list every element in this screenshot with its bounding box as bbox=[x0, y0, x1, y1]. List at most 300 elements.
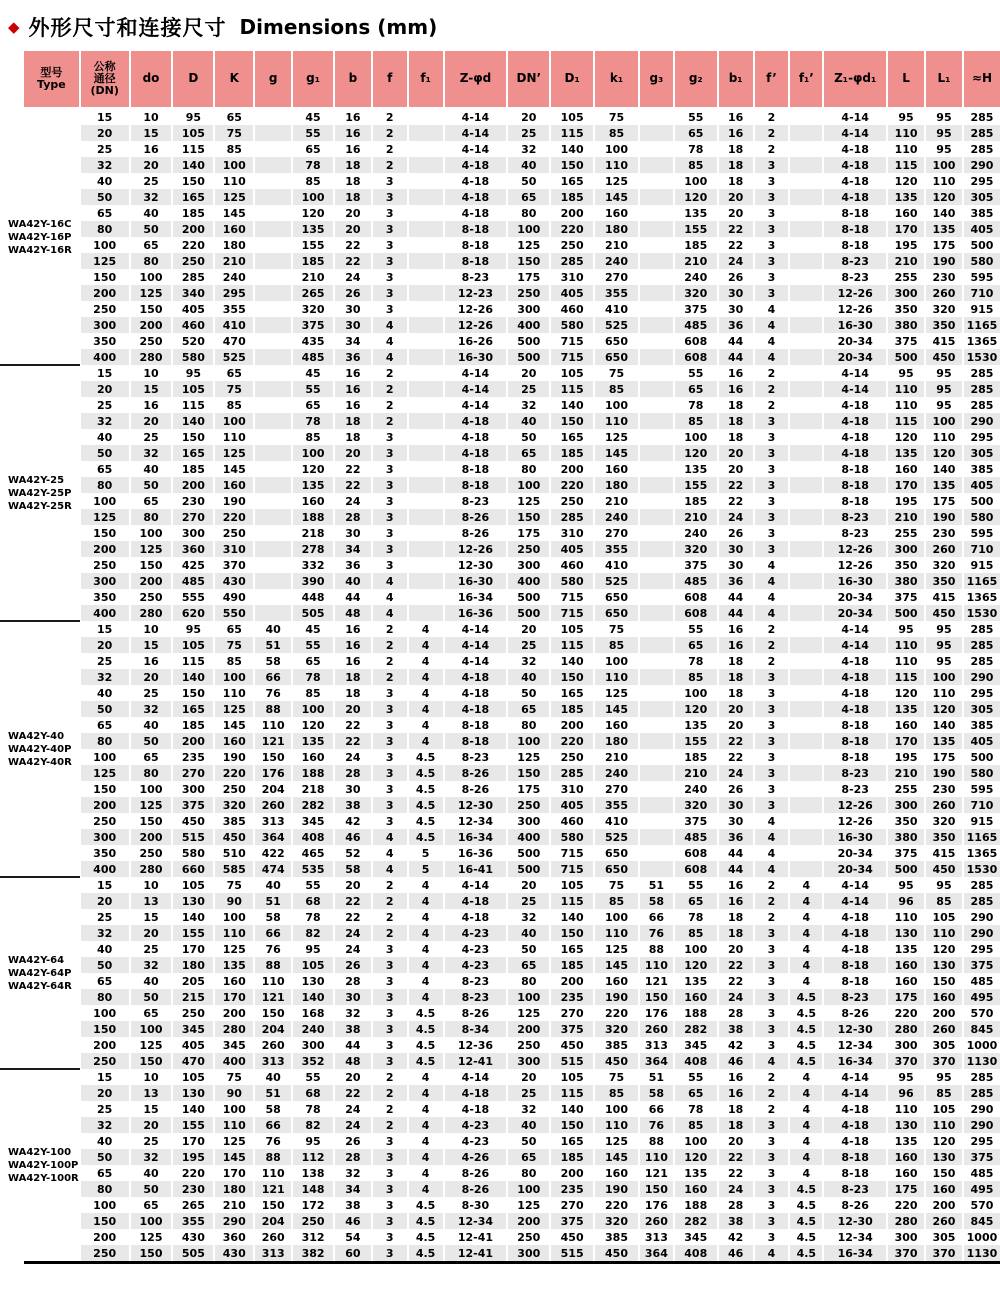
cell: 18 bbox=[718, 397, 754, 413]
cell: 145 bbox=[594, 957, 639, 973]
cell: 20 bbox=[718, 941, 754, 957]
cell: 20 bbox=[718, 189, 754, 205]
cell: 185 bbox=[674, 749, 718, 765]
cell: 80 bbox=[80, 1181, 130, 1197]
cell: 22 bbox=[334, 717, 372, 733]
cell: 410 bbox=[214, 317, 254, 333]
cell: 25 bbox=[130, 173, 173, 189]
cell: 185 bbox=[550, 189, 594, 205]
cell bbox=[254, 221, 292, 237]
cell: 36 bbox=[334, 349, 372, 365]
cell: 88 bbox=[254, 957, 292, 973]
cell bbox=[408, 541, 444, 557]
cell: 12-30 bbox=[444, 797, 508, 813]
cell: 4-14 bbox=[823, 365, 887, 381]
cell: 16 bbox=[334, 125, 372, 141]
cell: 1130 bbox=[963, 1245, 1000, 1263]
cell: 515 bbox=[172, 829, 214, 845]
cell: 3 bbox=[372, 557, 408, 573]
cell bbox=[408, 253, 444, 269]
cell: 4 bbox=[754, 1053, 790, 1069]
cell: 65 bbox=[674, 381, 718, 397]
cell: 12-30 bbox=[444, 557, 508, 573]
cell: 76 bbox=[639, 925, 674, 941]
cell: 4-18 bbox=[823, 941, 887, 957]
cell bbox=[789, 781, 823, 797]
cell bbox=[639, 108, 674, 125]
cell bbox=[639, 429, 674, 445]
cell: 15 bbox=[80, 108, 130, 125]
cell: 95 bbox=[925, 653, 963, 669]
cell: 400 bbox=[80, 349, 130, 365]
cell: 40 bbox=[254, 621, 292, 637]
cell: 18 bbox=[334, 685, 372, 701]
cell: 13 bbox=[130, 893, 173, 909]
cell: 595 bbox=[970, 270, 994, 284]
cell: 145 bbox=[214, 717, 254, 733]
table-row bbox=[24, 781, 1000, 797]
cell: 175 bbox=[887, 989, 925, 1005]
cell: 50 bbox=[507, 1133, 550, 1149]
cell: 200 bbox=[80, 797, 130, 813]
cell: 485 bbox=[172, 573, 214, 589]
cell: 295 bbox=[970, 942, 994, 956]
cell: 915 bbox=[970, 814, 994, 828]
cell: 18 bbox=[718, 141, 754, 157]
cell: 150 bbox=[507, 253, 550, 269]
cell: 408 bbox=[674, 1245, 718, 1263]
cell: 4-18 bbox=[823, 685, 887, 701]
cell: 16 bbox=[718, 877, 754, 893]
cell: 110 bbox=[214, 925, 254, 941]
cell: 138 bbox=[292, 1165, 334, 1181]
cell: 46 bbox=[334, 829, 372, 845]
cell: 250 bbox=[80, 1245, 130, 1263]
cell: 22 bbox=[334, 253, 372, 269]
cell: 8-23 bbox=[823, 525, 887, 541]
cell: 285 bbox=[550, 509, 594, 525]
cell: 355 bbox=[594, 797, 639, 813]
cell: 25 bbox=[507, 381, 550, 397]
cell: 4 bbox=[789, 909, 823, 925]
cell: 4-18 bbox=[823, 189, 887, 205]
cell: 66 bbox=[639, 909, 674, 925]
cell: 185 bbox=[172, 205, 214, 221]
col-header: b bbox=[334, 51, 372, 108]
col-header: K bbox=[214, 51, 254, 108]
cell: 160 bbox=[887, 1149, 925, 1165]
col-header: ≈H bbox=[963, 51, 1000, 108]
cell: 22 bbox=[718, 749, 754, 765]
cell bbox=[254, 445, 292, 461]
type-label: WA42Y-100P bbox=[8, 1159, 79, 1171]
cell: 25 bbox=[507, 637, 550, 653]
cell: 350 bbox=[925, 317, 963, 333]
cell: 8-23 bbox=[823, 1181, 887, 1197]
cell: 295 bbox=[970, 430, 994, 444]
cell: 120 bbox=[674, 1149, 718, 1165]
cell: 155 bbox=[674, 733, 718, 749]
cell: 78 bbox=[674, 397, 718, 413]
cell: 4-23 bbox=[444, 1133, 508, 1149]
col-header: f₁’ bbox=[789, 51, 823, 108]
cell: 3 bbox=[372, 957, 408, 973]
cell: 165 bbox=[550, 173, 594, 189]
table-row bbox=[24, 909, 1000, 925]
cell: 3 bbox=[372, 1053, 408, 1069]
cell: 230 bbox=[172, 1181, 214, 1197]
cell: 24 bbox=[718, 989, 754, 1005]
cell: 140 bbox=[925, 717, 963, 733]
cell bbox=[789, 189, 823, 205]
cell: 160 bbox=[214, 221, 254, 237]
cell: 18 bbox=[718, 429, 754, 445]
col-header: 公称 通径 (DN) bbox=[80, 51, 130, 108]
cell: 20 bbox=[80, 381, 130, 397]
cell: 36 bbox=[718, 317, 754, 333]
cell: 65 bbox=[130, 1005, 173, 1021]
cell: 22 bbox=[334, 733, 372, 749]
cell: 505 bbox=[292, 605, 334, 621]
cell: 200 bbox=[80, 1037, 130, 1053]
cell: 3 bbox=[754, 221, 790, 237]
cell: 375 bbox=[550, 1213, 594, 1229]
cell: 50 bbox=[507, 685, 550, 701]
cell: 4-14 bbox=[823, 637, 887, 653]
cell: 20 bbox=[718, 461, 754, 477]
cell: 50 bbox=[130, 989, 173, 1005]
cell: 710 bbox=[963, 285, 1000, 301]
cell: 16-36 bbox=[444, 605, 508, 621]
cell: 12-26 bbox=[823, 797, 887, 813]
cell: 4 bbox=[408, 733, 444, 749]
cell: 285 bbox=[970, 366, 994, 380]
cell: 65 bbox=[130, 493, 173, 509]
cell: 16 bbox=[334, 637, 372, 653]
cell: 120 bbox=[674, 701, 718, 717]
cell: 250 bbox=[507, 541, 550, 557]
cell: 38 bbox=[718, 1021, 754, 1037]
cell: 30 bbox=[718, 301, 754, 317]
cell bbox=[639, 237, 674, 253]
cell: 405 bbox=[963, 221, 1000, 237]
cell: 4 bbox=[754, 813, 790, 829]
cell: 30 bbox=[334, 525, 372, 541]
cell bbox=[789, 333, 823, 349]
cell: 4 bbox=[754, 301, 790, 317]
cell: 16 bbox=[334, 653, 372, 669]
cell: 410 bbox=[594, 557, 639, 573]
cell: 16 bbox=[718, 1085, 754, 1101]
cell: 3 bbox=[372, 1037, 408, 1053]
cell: 250 bbox=[130, 845, 173, 861]
table-row bbox=[24, 509, 1000, 525]
cell: 50 bbox=[130, 221, 173, 237]
cell: 25 bbox=[130, 685, 173, 701]
cell: 4-18 bbox=[444, 173, 508, 189]
cell: 2 bbox=[372, 108, 408, 125]
cell: 8-18 bbox=[823, 957, 887, 973]
cell: 8-18 bbox=[823, 493, 887, 509]
cell: 16-30 bbox=[444, 349, 508, 365]
cell: 3 bbox=[754, 429, 790, 445]
cell: 50 bbox=[80, 1149, 130, 1165]
cell: 250 bbox=[214, 781, 254, 797]
cell: 20 bbox=[334, 205, 372, 221]
cell bbox=[408, 237, 444, 253]
cell: 85 bbox=[594, 125, 639, 141]
cell bbox=[789, 861, 823, 877]
cell: 250 bbox=[80, 301, 130, 317]
cell: 235 bbox=[172, 749, 214, 765]
cell: 2 bbox=[754, 141, 790, 157]
cell: 16-34 bbox=[444, 589, 508, 605]
cell: 110 bbox=[254, 717, 292, 733]
cell: 20 bbox=[80, 1085, 130, 1101]
cell bbox=[639, 445, 674, 461]
cell: 195 bbox=[887, 493, 925, 509]
cell bbox=[789, 605, 823, 621]
table-row bbox=[24, 989, 1000, 1005]
cell: 18 bbox=[718, 909, 754, 925]
cell: 130 bbox=[887, 925, 925, 941]
cell: 18 bbox=[334, 173, 372, 189]
cell: 85 bbox=[292, 685, 334, 701]
cell: 18 bbox=[718, 1101, 754, 1117]
cell: 4-18 bbox=[444, 1101, 508, 1117]
cell bbox=[408, 365, 444, 381]
cell: 375 bbox=[963, 957, 1000, 973]
cell: 140 bbox=[550, 397, 594, 413]
cell: 120 bbox=[925, 1133, 963, 1149]
cell bbox=[639, 317, 674, 333]
cell: 28 bbox=[334, 973, 372, 989]
cell bbox=[639, 589, 674, 605]
cell: 110 bbox=[214, 685, 254, 701]
table-row bbox=[24, 541, 1000, 557]
cell: 1530 bbox=[963, 349, 1000, 365]
cell: 185 bbox=[550, 957, 594, 973]
cell: 115 bbox=[887, 669, 925, 685]
cell: 65 bbox=[292, 141, 334, 157]
cell: 160 bbox=[925, 989, 963, 1005]
cell: 285 bbox=[970, 110, 994, 124]
cell: 352 bbox=[292, 1053, 334, 1069]
type-cell bbox=[8, 621, 80, 877]
cell: 78 bbox=[674, 141, 718, 157]
cell: 220 bbox=[887, 1005, 925, 1021]
cell: 145 bbox=[214, 205, 254, 221]
cell: 608 bbox=[674, 333, 718, 349]
cell: 220 bbox=[172, 237, 214, 253]
cell: 190 bbox=[925, 765, 963, 781]
cell bbox=[789, 237, 823, 253]
cell: 15 bbox=[80, 365, 130, 381]
cell bbox=[254, 525, 292, 541]
cell: 250 bbox=[80, 813, 130, 829]
cell: 25 bbox=[130, 941, 173, 957]
cell: 460 bbox=[550, 813, 594, 829]
cell: 385 bbox=[970, 462, 994, 476]
cell: 4-23 bbox=[444, 941, 508, 957]
table-row bbox=[24, 445, 1000, 461]
col-header: Z₁-φd₁ bbox=[823, 51, 887, 108]
cell: 415 bbox=[925, 333, 963, 349]
cell: 415 bbox=[925, 845, 963, 861]
cell: 15 bbox=[130, 909, 173, 925]
cell: 25 bbox=[80, 653, 130, 669]
cell: 485 bbox=[674, 573, 718, 589]
cell bbox=[789, 701, 823, 717]
cell: 58 bbox=[254, 653, 292, 669]
cell: 320 bbox=[594, 1213, 639, 1229]
cell: 4.5 bbox=[408, 1213, 444, 1229]
cell: 95 bbox=[887, 365, 925, 381]
cell: 125 bbox=[130, 1037, 173, 1053]
cell: 500 bbox=[970, 494, 994, 508]
cell bbox=[789, 381, 823, 397]
cell: 25 bbox=[80, 141, 130, 157]
cell: 4-18 bbox=[823, 653, 887, 669]
cell: 65 bbox=[292, 653, 334, 669]
cell: 44 bbox=[718, 589, 754, 605]
cell: 204 bbox=[254, 1021, 292, 1037]
cell: 100 bbox=[507, 221, 550, 237]
cell: 26 bbox=[334, 1133, 372, 1149]
table-row bbox=[24, 141, 1000, 157]
cell: 4 bbox=[372, 845, 408, 861]
cell: 290 bbox=[970, 1102, 994, 1116]
cell: 16-36 bbox=[444, 845, 508, 861]
cell: 130 bbox=[925, 1149, 963, 1165]
cell: 204 bbox=[254, 781, 292, 797]
cell: 58 bbox=[334, 861, 372, 877]
cell: 175 bbox=[507, 781, 550, 797]
cell: 85 bbox=[594, 1085, 639, 1101]
cell: 32 bbox=[130, 957, 173, 973]
cell: 135 bbox=[887, 1133, 925, 1149]
cell: 400 bbox=[507, 317, 550, 333]
cell: 3 bbox=[754, 493, 790, 509]
cell: 450 bbox=[214, 829, 254, 845]
cell: 50 bbox=[130, 1181, 173, 1197]
cell bbox=[254, 493, 292, 509]
cell: 8-23 bbox=[444, 749, 508, 765]
cell: 1165 bbox=[963, 317, 1000, 333]
cell: 4.5 bbox=[789, 1053, 823, 1069]
cell bbox=[254, 301, 292, 317]
cell: 120 bbox=[925, 941, 963, 957]
cell: 150 bbox=[172, 173, 214, 189]
table-row bbox=[24, 861, 1000, 877]
cell: 260 bbox=[639, 1021, 674, 1037]
table-row bbox=[24, 797, 1000, 813]
cell: 140 bbox=[172, 157, 214, 173]
cell: 44 bbox=[718, 349, 754, 365]
cell: 3 bbox=[372, 781, 408, 797]
cell: 100 bbox=[674, 685, 718, 701]
cell: 915 bbox=[970, 302, 994, 316]
cell: 220 bbox=[594, 1197, 639, 1213]
cell bbox=[789, 445, 823, 461]
cell: 280 bbox=[130, 605, 173, 621]
cell: 110 bbox=[214, 1117, 254, 1133]
cell: 2 bbox=[754, 637, 790, 653]
cell: 4 bbox=[789, 925, 823, 941]
cell: 80 bbox=[507, 1165, 550, 1181]
cell: 4-23 bbox=[444, 1117, 508, 1133]
cell: 2 bbox=[372, 365, 408, 381]
cell: 105 bbox=[172, 637, 214, 653]
cell: 200 bbox=[925, 1005, 963, 1021]
cell: 110 bbox=[639, 957, 674, 973]
cell: 50 bbox=[80, 701, 130, 717]
cell: 2 bbox=[372, 157, 408, 173]
cell: 400 bbox=[80, 605, 130, 621]
cell: 3 bbox=[754, 445, 790, 461]
cell: 4 bbox=[408, 909, 444, 925]
cell: 120 bbox=[887, 173, 925, 189]
cell: 20 bbox=[334, 877, 372, 893]
cell: 4-18 bbox=[823, 173, 887, 189]
table-row bbox=[24, 189, 1000, 205]
cell: 100 bbox=[925, 413, 963, 429]
cell: 8-18 bbox=[823, 461, 887, 477]
cell: 260 bbox=[925, 797, 963, 813]
cell: 4.5 bbox=[789, 1197, 823, 1213]
cell: 51 bbox=[254, 637, 292, 653]
cell: 175 bbox=[925, 493, 963, 509]
cell: 12-36 bbox=[444, 1037, 508, 1053]
cell: 120 bbox=[674, 445, 718, 461]
cell: 110 bbox=[887, 381, 925, 397]
cell: 355 bbox=[594, 285, 639, 301]
cell: 200 bbox=[214, 1005, 254, 1021]
type-label: WA42Y-100R bbox=[8, 1172, 79, 1184]
cell bbox=[789, 829, 823, 845]
cell: 650 bbox=[594, 333, 639, 349]
cell: 8-23 bbox=[823, 269, 887, 285]
cell: 32 bbox=[130, 445, 173, 461]
cell: 1365 bbox=[966, 590, 998, 604]
cell: 2 bbox=[754, 893, 790, 909]
cell: 110 bbox=[214, 173, 254, 189]
cell: 20 bbox=[334, 445, 372, 461]
cell: 300 bbox=[172, 781, 214, 797]
cell: 240 bbox=[674, 269, 718, 285]
cell bbox=[408, 125, 444, 141]
cell: 46 bbox=[334, 1213, 372, 1229]
cell: 270 bbox=[172, 765, 214, 781]
cell: 4 bbox=[408, 893, 444, 909]
cell: 51 bbox=[254, 893, 292, 909]
cell bbox=[408, 397, 444, 413]
cell: 470 bbox=[214, 333, 254, 349]
cell: 120 bbox=[887, 429, 925, 445]
cell: 58 bbox=[254, 1101, 292, 1117]
cell: 405 bbox=[550, 285, 594, 301]
cell: 608 bbox=[674, 861, 718, 877]
cell: 85 bbox=[214, 141, 254, 157]
cell: 4.5 bbox=[408, 1053, 444, 1069]
cell: 4-14 bbox=[823, 1085, 887, 1101]
cell: 3 bbox=[754, 285, 790, 301]
cell: 65 bbox=[130, 749, 173, 765]
cell: 188 bbox=[292, 765, 334, 781]
cell bbox=[639, 285, 674, 301]
cell: 2 bbox=[372, 637, 408, 653]
cell: 44 bbox=[334, 1037, 372, 1053]
